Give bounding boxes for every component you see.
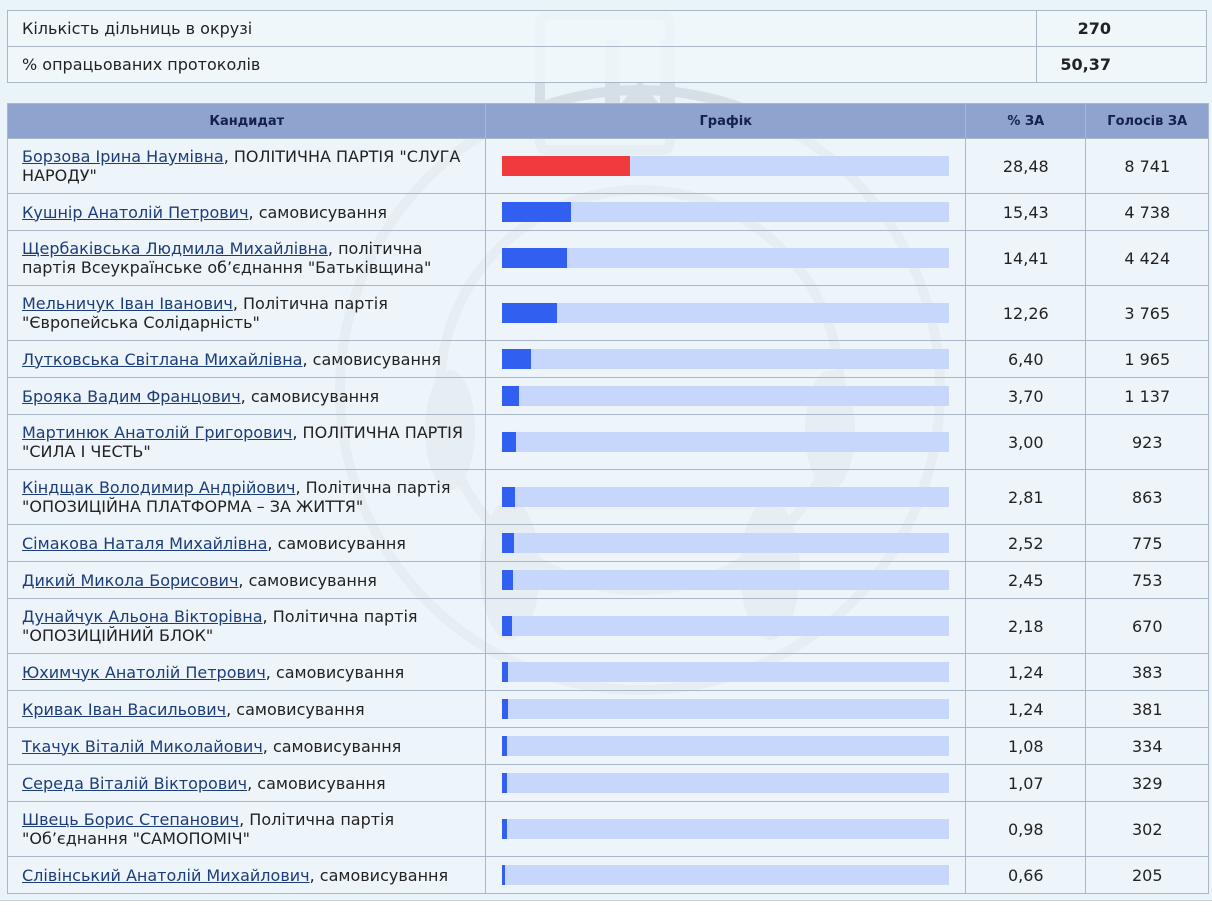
candidate-name-link[interactable]: Лутковська Світлана Михайлівна (22, 349, 303, 369)
summary-value: 50,37 (1037, 47, 1207, 83)
chart-cell (486, 415, 966, 470)
candidate-name-link[interactable]: Кушнір Анатолій Петрович (22, 202, 249, 222)
candidate-cell (8, 802, 486, 857)
candidate-cell (8, 341, 486, 378)
summary-row (8, 47, 1207, 83)
candidate-cell (8, 194, 486, 231)
candidate-row (8, 470, 1209, 525)
percent-cell: 2,81 (966, 470, 1086, 525)
percent-cell: 2,45 (966, 562, 1086, 599)
header-votes: Голосів ЗА (1086, 104, 1209, 139)
chart-cell (486, 728, 966, 765)
votes-cell: 4 424 (1086, 231, 1209, 286)
candidate-row (8, 691, 1209, 728)
candidate-affiliation: , самовисування (238, 570, 377, 590)
bar-track (502, 248, 949, 268)
candidate-affiliation: , Політична партія "ОПОЗИЦІЙНА ПЛАТФОРМА – ЗА ЖИТТЯ" (22, 478, 451, 516)
bar-fill (502, 202, 571, 222)
bar-track (502, 616, 949, 636)
votes-cell: 670 (1086, 599, 1209, 654)
candidate-affiliation: , ПОЛІТИЧНА ПАРТІЯ "СЛУГА НАРОДУ" (22, 147, 461, 185)
chart-cell (486, 194, 966, 231)
bar-fill (502, 386, 519, 406)
bar-track (502, 819, 949, 839)
percent-cell: 3,70 (966, 378, 1086, 415)
candidate-cell (8, 231, 486, 286)
candidate-name-link[interactable]: Швець Борис Степанович (22, 810, 240, 829)
candidate-affiliation: , самовисування (309, 865, 449, 885)
header-candidate: Кандидат (8, 104, 486, 139)
chart-cell (486, 562, 966, 599)
bar-fill (502, 248, 566, 268)
candidate-affiliation: , самовисування (240, 386, 380, 406)
bar-track (502, 349, 949, 369)
chart-cell (486, 139, 966, 194)
candidate-row (8, 728, 1209, 765)
candidate-affiliation: , ПОЛІТИЧНА ПАРТІЯ "СИЛА І ЧЕСТЬ" (22, 423, 463, 461)
candidate-row (8, 231, 1209, 286)
votes-cell: 3 765 (1086, 286, 1209, 341)
chart-cell (486, 378, 966, 415)
header-percent: % ЗА (966, 104, 1086, 139)
results-table (7, 103, 1209, 894)
candidate-name-link[interactable]: Мельничук Іван Іванович (22, 294, 233, 313)
candidate-cell (8, 857, 486, 894)
results-header-row (8, 104, 1209, 139)
bar-fill (502, 156, 629, 176)
bar-track (502, 662, 949, 682)
bar-fill (502, 699, 508, 719)
votes-cell: 923 (1086, 415, 1209, 470)
summary-label: % опрацьованих протоколів (8, 47, 1037, 83)
candidate-cell (8, 654, 486, 691)
bar-track (502, 432, 949, 452)
candidate-affiliation: , Політична партія "Об’єднання "САМОПОМІЧ" (22, 810, 395, 848)
bar-fill (502, 533, 513, 553)
candidate-row (8, 378, 1209, 415)
bar-track (502, 570, 949, 590)
candidate-cell (8, 562, 486, 599)
candidate-cell (8, 470, 486, 525)
bar-fill (502, 303, 557, 323)
bar-track (502, 487, 949, 507)
candidate-name-link[interactable]: Мартинюк Анатолій Григорович (22, 423, 293, 442)
candidate-cell (8, 286, 486, 341)
chart-cell (486, 802, 966, 857)
chart-cell (486, 525, 966, 562)
votes-cell: 302 (1086, 802, 1209, 857)
district-summary (7, 10, 1207, 83)
candidate-row (8, 765, 1209, 802)
candidate-cell (8, 599, 486, 654)
candidate-row (8, 599, 1209, 654)
bar-fill (502, 570, 513, 590)
candidate-affiliation: , політична партія Всеукраїнське об’єднання "Батьківщина" (22, 239, 432, 277)
votes-cell: 775 (1086, 525, 1209, 562)
bar-fill (502, 865, 505, 885)
votes-cell: 383 (1086, 654, 1209, 691)
chart-cell (486, 599, 966, 654)
percent-cell: 28,48 (966, 139, 1086, 194)
percent-cell: 1,24 (966, 691, 1086, 728)
candidate-name-link[interactable]: Ткачук Віталій Миколайович (22, 736, 263, 756)
candidate-name-link[interactable]: Борзова Ірина Наумівна (22, 147, 224, 166)
candidate-row (8, 139, 1209, 194)
chart-cell (486, 231, 966, 286)
percent-cell: 3,00 (966, 415, 1086, 470)
bar-fill (502, 349, 531, 369)
percent-cell: 0,66 (966, 857, 1086, 894)
percent-cell: 15,43 (966, 194, 1086, 231)
percent-cell: 2,18 (966, 599, 1086, 654)
candidate-cell (8, 728, 486, 765)
votes-cell: 4 738 (1086, 194, 1209, 231)
votes-cell: 381 (1086, 691, 1209, 728)
percent-cell: 12,26 (966, 286, 1086, 341)
candidate-name-link[interactable]: Кіндщак Володимир Андрійович (22, 478, 296, 497)
bar-fill (502, 616, 512, 636)
candidate-affiliation: , самовисування (248, 202, 388, 222)
candidate-affiliation: , Політична партія "ОПОЗИЦІЙНИЙ БЛОК" (22, 607, 418, 645)
candidate-affiliation: , самовисування (267, 533, 406, 553)
chart-cell (486, 691, 966, 728)
bottom-strip (0, 900, 1212, 915)
candidate-affiliation: , самовисування (262, 736, 402, 756)
candidate-cell (8, 139, 486, 194)
bar-track (502, 156, 949, 176)
votes-cell: 1 965 (1086, 341, 1209, 378)
candidate-name-link[interactable]: Сімакова Наталя Михайлівна (22, 533, 268, 553)
header-chart: Графік (486, 104, 966, 139)
percent-cell: 0,98 (966, 802, 1086, 857)
votes-cell: 334 (1086, 728, 1209, 765)
candidate-name-link[interactable]: Дикий Микола Борисович (22, 570, 239, 590)
bar-fill (502, 662, 508, 682)
bar-track (502, 533, 949, 553)
candidate-row (8, 341, 1209, 378)
candidate-row (8, 286, 1209, 341)
candidate-cell (8, 415, 486, 470)
bar-fill (502, 819, 506, 839)
candidate-name-link[interactable]: Брояка Вадим Францович (22, 386, 241, 406)
chart-cell (486, 857, 966, 894)
percent-cell: 2,52 (966, 525, 1086, 562)
summary-value: 270 (1037, 11, 1207, 47)
bar-track (502, 736, 949, 756)
votes-cell: 8 741 (1086, 139, 1209, 194)
candidate-name-link[interactable]: Середа Віталій Вікторович (22, 773, 248, 793)
candidate-affiliation: , самовисування (247, 773, 386, 793)
chart-cell (486, 654, 966, 691)
bar-fill (502, 487, 515, 507)
candidate-cell (8, 525, 486, 562)
candidate-name-link[interactable]: Щербаківська Людмила Михайлівна (22, 239, 328, 258)
votes-cell: 205 (1086, 857, 1209, 894)
candidate-row (8, 525, 1209, 562)
candidate-affiliation: , самовисування (265, 662, 405, 682)
candidate-row (8, 562, 1209, 599)
percent-cell: 1,24 (966, 654, 1086, 691)
bar-track (502, 202, 949, 222)
percent-cell: 1,07 (966, 765, 1086, 802)
bar-fill (502, 736, 507, 756)
candidate-name-link[interactable]: Юхимчук Анатолій Петрович (22, 662, 266, 682)
chart-cell (486, 341, 966, 378)
votes-cell: 329 (1086, 765, 1209, 802)
candidate-name-link[interactable]: Слівінський Анатолій Михайлович (22, 865, 310, 885)
candidate-cell (8, 691, 486, 728)
candidate-row (8, 194, 1209, 231)
chart-cell (486, 765, 966, 802)
candidate-name-link[interactable]: Кривак Іван Васильович (22, 699, 227, 719)
candidate-cell (8, 765, 486, 802)
bar-track (502, 699, 949, 719)
percent-cell: 6,40 (966, 341, 1086, 378)
chart-cell (486, 470, 966, 525)
candidate-affiliation: , Політична партія "Європейська Солідарність" (22, 294, 388, 332)
summary-row (8, 11, 1207, 47)
bar-track (502, 303, 949, 323)
percent-cell: 14,41 (966, 231, 1086, 286)
percent-cell: 1,08 (966, 728, 1086, 765)
summary-label: Кількість дільниць в окрузі (8, 11, 1037, 47)
candidate-row (8, 415, 1209, 470)
bar-track (502, 386, 949, 406)
votes-cell: 1 137 (1086, 378, 1209, 415)
bar-fill (502, 773, 507, 793)
candidate-row (8, 802, 1209, 857)
candidate-cell (8, 378, 486, 415)
candidate-affiliation: , самовисування (226, 699, 365, 719)
candidate-row (8, 654, 1209, 691)
bar-track (502, 865, 949, 885)
bar-fill (502, 432, 515, 452)
candidate-name-link[interactable]: Дунайчук Альона Вікторівна (22, 607, 263, 626)
candidate-row (8, 857, 1209, 894)
bar-track (502, 773, 949, 793)
votes-cell: 753 (1086, 562, 1209, 599)
chart-cell (486, 286, 966, 341)
votes-cell: 863 (1086, 470, 1209, 525)
candidate-affiliation: , самовисування (302, 349, 441, 369)
